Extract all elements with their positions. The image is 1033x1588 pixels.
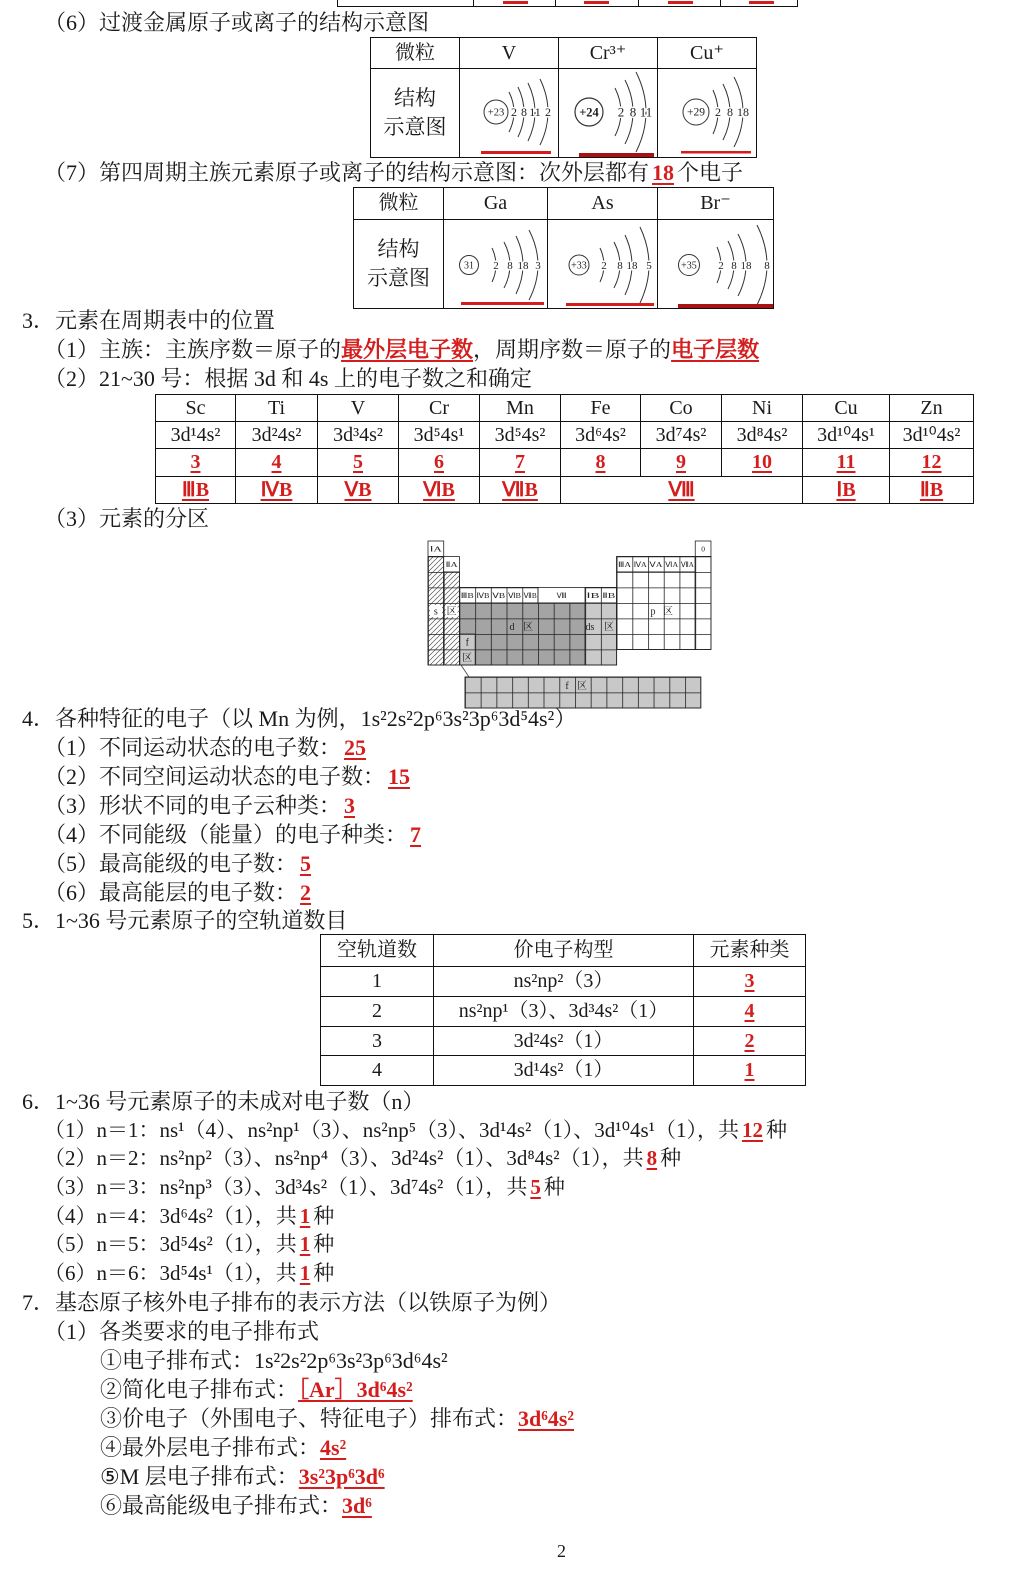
item-suffix: 种: [313, 1203, 335, 1228]
answer-blank: 最外层电子数: [341, 336, 474, 362]
nucleus-charge: +35: [681, 260, 697, 272]
group-cell: [318, 477, 399, 504]
item-label: （1）: [44, 734, 100, 760]
row-label-line: 结构: [377, 237, 420, 261]
atom-structure-diagram: [444, 220, 548, 308]
sum-cell: [399, 449, 480, 477]
row-label-line: 结构: [394, 86, 436, 110]
config-cell: 3d¹⁰4s¹: [803, 422, 890, 449]
diagram-cell: [444, 220, 548, 309]
answer-blank: 3s²3p⁶3d⁶: [298, 1463, 385, 1489]
shell-count: 8: [629, 104, 637, 120]
section-7-heading: [22, 1288, 561, 1317]
nucleus-charge: +23: [487, 107, 505, 119]
group-cell: [803, 477, 890, 504]
group-cell: [890, 477, 974, 504]
header-cell: Cr³⁺: [559, 38, 658, 69]
group-cell: [399, 477, 480, 504]
sum-cell: [480, 449, 561, 477]
group-label: ⅣB: [476, 591, 490, 600]
diagram-cell: [559, 69, 658, 158]
shell-count: 2: [718, 260, 724, 272]
block-label-p: p: [650, 606, 656, 618]
section-number: 3．: [22, 307, 56, 333]
transition-metal-structure-table: [370, 37, 757, 158]
item-text: 最高能层的电子数：: [99, 879, 298, 905]
answer-blank: 4: [271, 451, 282, 473]
answer-blank: 1: [299, 1260, 311, 1285]
section-4-item: [44, 849, 314, 878]
element-cell: Ti: [236, 395, 318, 422]
answer-blank: 12: [921, 451, 942, 473]
answer-blank: 1: [299, 1231, 311, 1256]
nucleus-charge: +33: [571, 260, 587, 272]
item-text: 21~30 号：根据 3d 和 4s 上的电子数之和确定: [99, 365, 532, 391]
sum-row: [156, 449, 974, 477]
item-label: （2）: [44, 763, 100, 789]
section-6-item: [44, 1144, 681, 1173]
element-cell: Fe: [561, 395, 641, 422]
section-7-item: [100, 1462, 385, 1491]
answer-blank: ⅥB: [423, 478, 455, 501]
answer-blank: 4: [744, 1000, 755, 1022]
header-cell: 空轨道数: [321, 935, 434, 967]
section-7-item: [100, 1433, 346, 1462]
answer-underline: [668, 1, 693, 4]
item-label: （3）: [44, 505, 100, 531]
element-row: [156, 395, 974, 422]
block-label-region: 区: [604, 622, 614, 633]
answer-blank: 6: [434, 451, 444, 473]
sum-cell: [803, 449, 890, 477]
answer-blank: Ⅷ: [668, 478, 695, 501]
section-6-item: [44, 1173, 565, 1202]
answer-underline: [681, 151, 751, 154]
section-6-heading: [22, 1087, 424, 1116]
f-block-connector: [461, 665, 469, 677]
answer-blank: 9: [676, 451, 686, 473]
empty-orbital-count: 4: [321, 1056, 434, 1086]
item-text: ④最外层电子排布式：: [100, 1434, 321, 1460]
config-cell: 3d¹⁰4s²: [890, 422, 974, 449]
item-text: 主族：主族序数＝原子的: [99, 336, 342, 362]
group-cell: [480, 477, 561, 504]
sum-cell: [318, 449, 399, 477]
item-text: 不同空间运动状态的电子数：: [99, 763, 386, 789]
section-number: 6．: [22, 1088, 56, 1114]
diagram-cell: [460, 69, 559, 158]
item-label: （7）: [44, 159, 100, 185]
periodic-table-block-figure: [420, 535, 720, 715]
item-text: n＝5：3d⁵4s²（1），共: [96, 1231, 297, 1256]
element-cell: Sc: [156, 395, 236, 422]
fragment-cell: [338, 0, 474, 6]
config-cell: 3d⁷4s²: [641, 422, 722, 449]
answer-blank: 5: [300, 850, 312, 876]
answer-blank: ⅣB: [260, 478, 293, 501]
element-cell: Mn: [480, 395, 561, 422]
section-title: 1~36 号元素原子的空轨道数目: [55, 907, 348, 933]
answer-blank: 12: [741, 1117, 763, 1142]
item-label: （6）: [44, 879, 100, 905]
shell-count: 18: [737, 105, 749, 119]
config-cell: 3d³4s²: [318, 422, 399, 449]
item-label: （2）: [44, 365, 100, 391]
shell-count: 8: [521, 105, 527, 119]
group-label: ⅣA: [633, 560, 648, 569]
group-label: ⅠA: [429, 544, 443, 554]
answer-blank: ⅢB: [181, 478, 210, 501]
answer-blank: 7: [410, 821, 422, 847]
shell-count: 2: [511, 105, 517, 119]
header-cell: Ga: [444, 188, 548, 220]
diagram-cell: [658, 69, 757, 158]
item-label: （3）: [44, 792, 100, 818]
item-suffix: 种: [313, 1231, 335, 1256]
item-text: 最高能级的电子数：: [99, 850, 298, 876]
shell-count: 2: [715, 105, 721, 119]
shell-count: 2: [545, 105, 551, 119]
block-label-region: 区: [577, 681, 587, 692]
item-suffix: 种: [765, 1117, 787, 1142]
answer-blank: 8: [646, 1145, 658, 1170]
item-label: （2）: [44, 1145, 97, 1170]
diagram-cell: [548, 220, 658, 309]
answer-underline: [481, 151, 551, 154]
answer-underline: [579, 153, 654, 157]
group-cell: [236, 477, 318, 504]
answer-blank: 8: [595, 451, 606, 473]
row-label-line: 示意图: [367, 266, 430, 290]
section-4-item: [44, 733, 369, 762]
table-row: [321, 1056, 806, 1086]
group-label: ⅠB: [586, 591, 600, 600]
row-label-cell: [371, 69, 460, 158]
item-text: n＝3：ns²np³（3）、3d³4s²（1）、3d⁷4s²（1），共: [96, 1174, 528, 1199]
answer-blank: 3d⁶4s²: [518, 1405, 575, 1431]
page-number: 2: [557, 1541, 566, 1561]
item-text: ③价电子（外围电子、特征电子）排布式：: [100, 1405, 519, 1431]
nucleus-charge: +24: [579, 105, 599, 120]
section-4-item: [44, 820, 424, 849]
group-row: [156, 477, 974, 504]
group-cell: [561, 477, 803, 504]
group-label: ⅤB: [492, 591, 506, 600]
section-3-heading: [22, 306, 275, 335]
block-label-region: 区: [446, 606, 457, 618]
item-text: 过渡金属原子或离子的结构示意图: [99, 10, 430, 35]
answer-blank: 4s²: [320, 1434, 347, 1460]
answer-blank: ⅡB: [919, 478, 944, 501]
valence-config: 3d¹4s²（1）: [434, 1056, 694, 1086]
item-label: （3）: [44, 1174, 97, 1199]
group-label: ⅦA: [680, 560, 695, 569]
section-3-item-3: [44, 504, 209, 533]
item-label: （1）: [44, 336, 100, 362]
answer-blank: ［Ar］3d⁶4s²: [298, 1376, 413, 1402]
block-label-f: f: [465, 637, 469, 649]
item-text: ⑥最高能级电子排布式：: [100, 1492, 343, 1518]
section-7-item: [100, 1404, 574, 1433]
valence-config: ns²np²（3）: [434, 967, 694, 997]
element-cell: Co: [641, 395, 722, 422]
answer-blank: 5: [353, 451, 363, 473]
section-6-item: [44, 1202, 334, 1231]
sum-cell: [561, 449, 641, 477]
answer-blank: ⅠB: [836, 478, 856, 501]
shell-count: 8: [507, 260, 513, 272]
empty-orbital-table: [320, 934, 806, 1086]
item-suffix: 种: [543, 1174, 565, 1199]
sum-cell: [236, 449, 318, 477]
section-title: 1~36 号元素原子的未成对电子数（n）: [55, 1088, 425, 1114]
element-cell: V: [318, 395, 399, 422]
item-text: n＝4：3d⁶4s²（1），共: [96, 1203, 297, 1228]
answer-blank: 3: [744, 970, 755, 992]
group-label: ⅢB: [460, 591, 474, 600]
config-cell: 3d⁵4s¹: [399, 422, 480, 449]
atom-structure-diagram: [658, 69, 757, 157]
item-text: ②简化电子排布式：: [100, 1376, 299, 1402]
section-4-item: [44, 878, 314, 907]
section-6-item: [44, 1230, 334, 1259]
section-6-item: [44, 1259, 334, 1288]
nucleus-charge: 31: [464, 260, 474, 272]
config-cell: 3d¹4s²: [156, 422, 236, 449]
item-label: （6）: [44, 1260, 97, 1285]
answer-blank: 1: [299, 1203, 311, 1228]
block-label-ds: ds: [585, 622, 595, 633]
sum-cell: [890, 449, 974, 477]
item-label: （5）: [44, 1231, 97, 1256]
element-count-cell: [694, 967, 806, 997]
item-label: （4）: [44, 1203, 97, 1228]
element-cell: Zn: [890, 395, 974, 422]
section-4-item: [44, 762, 413, 791]
group-label: ⅦB: [523, 591, 537, 600]
element-count-cell: [694, 1027, 806, 1056]
block-label-region: 区: [663, 606, 673, 618]
answer-blank: 2: [744, 1029, 755, 1052]
valence-config: ns²np¹（3）、3d³4s²（1）: [434, 997, 694, 1027]
answer-underline: [461, 302, 544, 305]
header-cell: Br⁻: [658, 188, 774, 220]
answer-blank: 2: [300, 879, 312, 905]
header-cell: 价电子构型: [434, 935, 694, 967]
atom-structure-diagram: [548, 220, 658, 308]
answer-blank: 10: [752, 451, 772, 473]
answer-blank: 5: [530, 1174, 541, 1199]
answer-blank: 3: [344, 792, 356, 818]
item-text: ①电子排布式：1s²2s²2p⁶3s²3p⁶3d⁶4s²: [100, 1347, 448, 1373]
shell-count: 11: [529, 105, 541, 119]
section-5-heading: [22, 906, 347, 935]
table-row: [321, 967, 806, 997]
item-text: 各类要求的电子排布式: [99, 1318, 320, 1344]
item-text: n＝1：ns¹（4）、ns²np¹（3）、ns²np⁵（3）、3d¹4s²（1）、3d¹⁰4s¹（1），共: [96, 1117, 739, 1142]
row-label-cell: [354, 220, 444, 309]
config-cell: 3d⁶4s²: [561, 422, 641, 449]
item-label: （4）: [44, 821, 100, 847]
empty-orbital-count: 3: [321, 1027, 434, 1056]
answer-blank: 15: [388, 763, 411, 789]
answer-blank: 7: [515, 451, 525, 473]
shell-count: 18: [517, 260, 529, 272]
table-row: [321, 997, 806, 1027]
section-7-item: [100, 1375, 413, 1404]
element-cell: Cu: [803, 395, 890, 422]
group-label: ⅥB: [507, 591, 521, 600]
element-count-cell: [694, 997, 806, 1027]
header-cell: Cu⁺: [658, 38, 757, 69]
section-6-item: [44, 1116, 787, 1145]
section-7-item: [100, 1491, 372, 1520]
diagram-cell: [658, 220, 774, 309]
shell-count: 5: [646, 260, 652, 272]
item-label: （6）: [44, 10, 100, 35]
item-text: 形状不同的电子云种类：: [99, 792, 342, 818]
item-suffix: 种: [313, 1260, 335, 1285]
element-cell: Cr: [399, 395, 480, 422]
section-7-subheading: [44, 1317, 319, 1346]
nucleus-charge: +29: [687, 106, 705, 119]
shell-count: 8: [731, 260, 737, 272]
section-title: 基态原子核外电子排布的表示方法（以铁原子为例）: [55, 1289, 562, 1315]
answer-underline: [678, 304, 774, 308]
element-count-cell: [694, 1056, 806, 1086]
item-text: n＝6：3d⁵4s¹（1），共: [96, 1260, 297, 1285]
section-7-item: [100, 1346, 448, 1375]
shell-count: 18: [740, 260, 752, 272]
element-cell: Ni: [722, 395, 803, 422]
section-title: 各种特征的电子（以 Mn 为例，1s²2s²2p⁶3s²3p⁶3d⁵4s²）: [55, 705, 577, 731]
item-text: ⑤M 层电子排布式：: [100, 1463, 299, 1489]
block-label-region: 区: [462, 653, 473, 664]
config-cell: 3d²4s²: [236, 422, 318, 449]
fragment-cell: [474, 0, 556, 6]
group-label: Ⅷ: [556, 591, 567, 600]
item-7-title: [44, 158, 743, 187]
shell-count: 2: [493, 260, 499, 272]
header-cell: As: [548, 188, 658, 220]
answer-underline: [503, 1, 528, 4]
fragment-cell: [639, 0, 721, 6]
transition-element-group-table: [155, 394, 974, 504]
item-6-title: [44, 8, 429, 37]
answer-blank: 18: [652, 159, 675, 185]
answer-blank: 3d⁶: [342, 1492, 372, 1518]
answer-blank: 11: [836, 451, 856, 473]
group-cell: [156, 477, 236, 504]
group-label: 0: [701, 544, 705, 554]
sum-cell: [722, 449, 803, 477]
answer-blank: 3: [190, 451, 201, 473]
valence-config: 3d²4s²（1）: [434, 1027, 694, 1056]
shell-count: 11: [639, 104, 653, 120]
item-text: 不同运动状态的电子数：: [99, 734, 342, 760]
group-label: ⅢA: [618, 560, 632, 569]
section-3-item-2: [44, 364, 532, 393]
header-cell: V: [460, 38, 559, 69]
section-title: 元素在周期表中的位置: [55, 307, 276, 333]
group-label: ⅡA: [445, 560, 459, 569]
section-number: 4．: [22, 705, 56, 731]
header-cell: 微粒: [371, 38, 460, 69]
item-label: （5）: [44, 850, 100, 876]
answer-blank: 电子层数: [671, 336, 760, 362]
main-group-structure-table: [353, 187, 774, 309]
block-label-region: 区: [523, 622, 533, 633]
answer-blank: ⅤB: [344, 478, 372, 501]
answer-underline: [566, 303, 654, 306]
block-label-d: d: [509, 622, 515, 633]
item-label: （1）: [44, 1318, 100, 1344]
table-row: [321, 1027, 806, 1056]
block-label-f: f: [565, 681, 569, 692]
item-text: 元素的分区: [99, 505, 210, 531]
header-cell: 元素种类: [694, 935, 806, 967]
shell-count: 3: [535, 260, 541, 272]
group-label: ⅡB: [602, 591, 616, 600]
config-cell: 3d⁵4s²: [480, 422, 561, 449]
empty-orbital-count: 2: [321, 997, 434, 1027]
answer-underline: [584, 1, 609, 4]
section-number: 7．: [22, 1289, 56, 1315]
group-label: ⅤA: [649, 560, 664, 569]
section-4-item: [44, 791, 358, 820]
answer-underline: [749, 1, 774, 4]
shell-count: 2: [601, 260, 607, 272]
section-3-item-1: [44, 335, 759, 364]
empty-orbital-count: 1: [321, 967, 434, 997]
config-row: [156, 422, 974, 449]
shell-count: 8: [727, 105, 733, 119]
item-text: 第四周期主族元素原子或离子的结构示意图：次外层都有: [99, 159, 650, 185]
header-cell: 微粒: [354, 188, 444, 220]
item-text: ，周期序数＝原子的: [473, 336, 672, 362]
row-label-line: 示意图: [383, 115, 447, 139]
shell-count: 8: [617, 260, 623, 272]
shell-count: 2: [617, 104, 625, 120]
atom-structure-diagram: [658, 220, 774, 308]
item-text: n＝2：ns²np²（3）、ns²np⁴（3）、3d²4s²（1）、3d⁸4s²（1），共: [96, 1145, 644, 1170]
answer-blank: ⅦB: [502, 478, 538, 501]
fragment-cell: [721, 0, 798, 6]
sum-cell: [641, 449, 722, 477]
item-text: 不同能级（能量）的电子种类：: [99, 821, 408, 847]
shell-count: 18: [626, 260, 638, 272]
config-cell: 3d⁸4s²: [722, 422, 803, 449]
answer-blank: 25: [344, 734, 367, 760]
section-4-heading: [22, 704, 576, 733]
item-label: （1）: [44, 1117, 97, 1142]
previous-table-fragment: [337, 0, 798, 7]
block-label-s: s: [433, 606, 438, 618]
shell-count: 8: [764, 260, 770, 272]
group-label: ⅥA: [665, 560, 679, 569]
fragment-cell: [556, 0, 639, 6]
item-suffix: 种: [660, 1145, 682, 1170]
item-text-suffix: 个电子: [677, 159, 744, 185]
answer-blank: 1: [744, 1059, 755, 1081]
atom-structure-diagram: [460, 69, 559, 157]
atom-structure-diagram: [559, 69, 658, 157]
section-number: 5．: [22, 907, 56, 933]
sum-cell: [156, 449, 236, 477]
